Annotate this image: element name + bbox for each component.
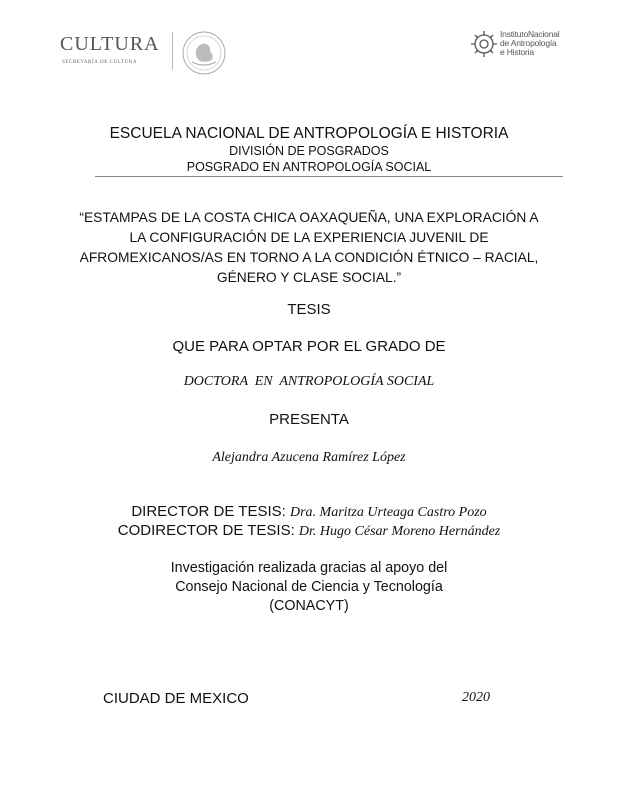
program-name: POSGRADO EN ANTROPOLOGÍA SOCIAL <box>186 160 432 174</box>
cultura-subtitle: SECRETARÍA DE CULTURA <box>62 60 138 65</box>
director-label: DIRECTOR DE TESIS: <box>131 503 286 520</box>
inah-line: de Antropología <box>500 38 557 48</box>
division-name: DIVISIÓN DE POSGRADOS <box>229 144 389 158</box>
cultura-logo <box>60 30 235 80</box>
acknowledgment-line: Investigación realizada gracias al apoyo del <box>170 560 448 576</box>
logo-divider <box>172 32 173 70</box>
header-rule <box>95 176 563 177</box>
director-name: Dra. Maritza Urteaga Castro Pozo <box>289 505 487 520</box>
thesis-title-line: GÉNERO Y CLASE SOCIAL.” <box>216 270 402 285</box>
degree-name: DOCTORA EN ANTROPOLOGÍA SOCIAL <box>183 374 435 389</box>
inah-line: InstitutoNacional <box>500 29 560 39</box>
thesis-title-line: “ESTAMPAS DE LA COSTA CHICA OAXAQUEÑA, UNA EXPLORACIÓN A <box>79 210 539 225</box>
school-name: ESCUELA NACIONAL DE ANTROPOLOGÍA E HISTORIA <box>109 125 509 142</box>
thesis-title-line: LA CONFIGURACIÓN DE LA EXPERIENCIA JUVENIL DE <box>129 230 489 245</box>
acknowledgment-line: (CONACYT) <box>269 598 349 614</box>
cultura-wordmark: CULTURA <box>60 33 160 55</box>
inah-line: e Historia <box>500 47 534 57</box>
author-name: Alejandra Azucena Ramírez López <box>212 450 406 465</box>
codirector-label: CODIRECTOR DE TESIS: <box>117 522 295 539</box>
inah-logo <box>470 28 580 68</box>
year: 2020 <box>462 690 490 705</box>
tesis-label: TESIS <box>287 301 331 318</box>
codirector-line <box>0 522 618 540</box>
degree-intro: QUE PARA OPTAR POR EL GRADO DE <box>172 338 446 355</box>
mexico-seal-icon <box>180 30 228 76</box>
thesis-title <box>0 208 618 288</box>
acknowledgment-line: Consejo Nacional de Ciencia y Tecnología <box>175 579 443 595</box>
thesis-title-line: AFROMEXICANOS/AS EN TORNO A LA CONDICIÓN ÉTNICO – RACIAL, <box>79 250 539 265</box>
inah-emblem-icon <box>470 30 498 58</box>
acknowledgment <box>0 559 618 616</box>
city: CIUDAD DE MEXICO <box>103 690 249 707</box>
codirector-name: Dr. Hugo César Moreno Hernández <box>298 524 501 539</box>
director-line <box>0 503 618 521</box>
inah-name <box>500 30 559 57</box>
presenta-label: PRESENTA <box>269 411 349 428</box>
